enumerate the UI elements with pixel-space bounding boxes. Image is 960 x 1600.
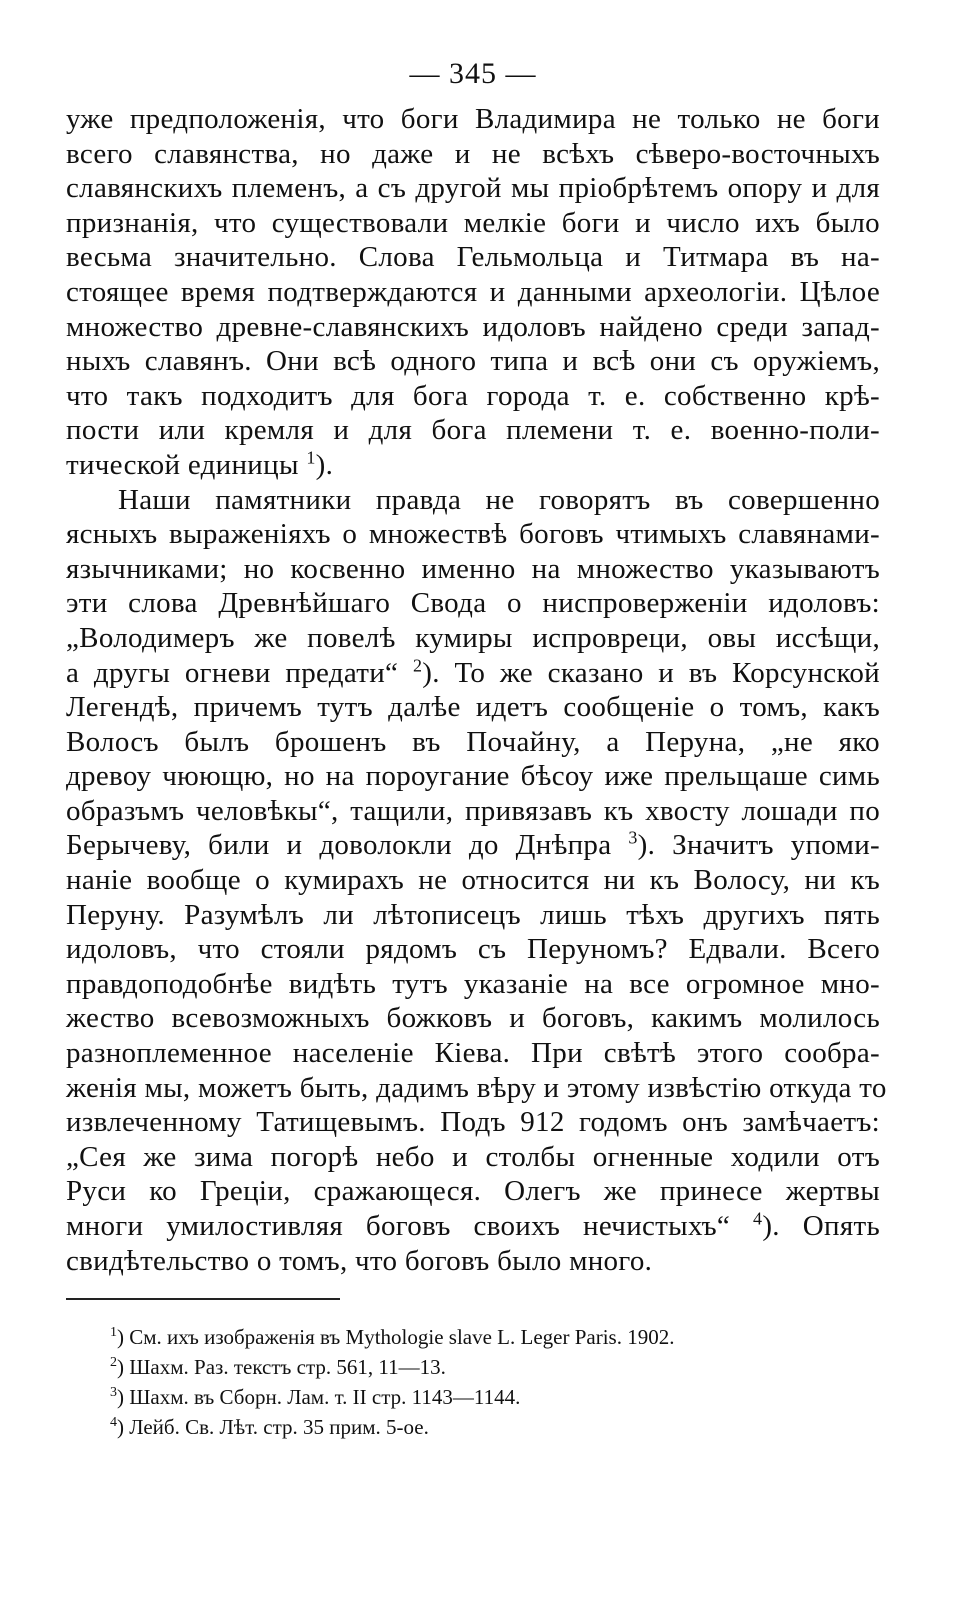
text-fragment: Берычеву, били и доволокли до Днѣпра <box>66 829 612 862</box>
text-line: идоловъ, что стояли рядомъ съ Перуномъ? Едвали. Всего <box>66 933 880 966</box>
text-line: Волосъ былъ брошенъ въ Почайну, а Перуна, „не яко <box>66 725 880 758</box>
footnote-number: 3 <box>110 1385 117 1400</box>
text-line: уже предположенія, что боги Владимира не только не боги <box>66 103 880 135</box>
text-line: разноплеменное населеніе Кіева. При свѣтѣ этого сообра- <box>66 1037 880 1070</box>
text-line-with-footnote <box>66 656 880 691</box>
text-line-with-footnote <box>66 1209 880 1244</box>
footnote-marker: 4 <box>753 1208 763 1229</box>
text-line: жество всевозможныхъ божковъ и боговъ, какимъ молилось <box>66 1002 880 1035</box>
page-number: — 345 — <box>409 57 537 90</box>
text-fragment: ). Опять <box>762 1210 880 1242</box>
text-line: свидѣтельство о томъ, что боговъ было много. <box>66 1244 653 1277</box>
text-line: древоу чюющю, но на пороугание бѣсоу иже прельщаше симь <box>66 760 880 793</box>
text-fragment: ). <box>315 448 334 481</box>
text-line: пости или кремля и для бога племени т. е. военно-поли- <box>66 414 880 447</box>
text-line: язычниками; но косвенно именно на множество указываютъ <box>66 552 880 585</box>
text-line: Легендѣ, причемъ тутъ далѣе идетъ сообщеніе о томъ, какъ <box>66 691 880 724</box>
text-line: извлеченному Татищевымъ. Подъ 912 годомъ онъ замѣчаетъ: <box>66 1106 880 1139</box>
text-line: Перуну. Разумѣлъ ли лѣтописецъ лишь тѣхъ другихъ пять <box>66 898 880 931</box>
text-line: всего славянства, но даже и не всѣхъ сѣверо-восточныхъ <box>66 137 880 170</box>
text-fragment: а другы огневи предати“ <box>66 656 399 689</box>
paragraph-1 <box>66 102 880 483</box>
footnote-marker: 3 <box>628 827 638 848</box>
text-fragment: ). То же сказано и въ Корсунской <box>422 656 880 689</box>
footnote <box>110 1382 880 1412</box>
text-line: славянскихъ племенъ, а съ другой мы пріобрѣтемъ опору и для <box>66 172 880 205</box>
text-line: Руси ко Греціи, сражающеся. Олегъ же принесе жертвы <box>66 1175 880 1208</box>
footnote-text: ) Лейб. Св. Лѣт. стр. 35 прим. 5-ое. <box>117 1415 429 1439</box>
page-body <box>66 52 887 1278</box>
text-line: что такъ подходитъ для бога города т. е. собственно крѣ- <box>66 379 880 412</box>
text-line: признанія, что существовали мелкіе боги и число ихъ было <box>66 206 880 239</box>
footnotes <box>110 1322 880 1442</box>
footnote-marker: 1 <box>306 447 316 468</box>
paragraph-2 <box>66 483 887 1279</box>
footnote-number: 1 <box>110 1325 117 1340</box>
text-line: множество древне-славянскихъ идоловъ найдено среди запад- <box>66 310 880 343</box>
text-line: Наши памятники правда не говорятъ въ совершенно <box>118 483 880 516</box>
text-line: стоящее время подтверждаются и данными археологіи. Цѣлое <box>66 275 880 308</box>
footnote-separator <box>66 1298 340 1300</box>
text-line: ныхъ славянъ. Они всѣ одного типа и всѣ они съ оружіемъ, <box>66 345 880 378</box>
text-line: женія мы, можетъ быть, дадимъ вѣру и этому извѣстію откуда то <box>66 1071 887 1104</box>
footnote <box>110 1322 880 1352</box>
text-line: эти слова Древнѣйшаго Свода о ниспроверженіи идоловъ: <box>66 587 880 620</box>
footnote-text: ) Шахм. Раз. текстъ стр. 561, 11—13. <box>117 1355 446 1379</box>
text-line: „Сея же зима погорѣ небо и столбы огненные ходили отъ <box>66 1140 880 1173</box>
text-line-with-footnote <box>66 448 880 483</box>
text-line: весьма значительно. Слова Гельмольца и Титмара въ на- <box>66 241 880 274</box>
footnote-text: ) Шахм. въ Сборн. Лам. т. II стр. 1143—1144. <box>117 1385 521 1409</box>
text-line: наніе вообще о кумирахъ не относится ни къ Волосу, ни къ <box>66 864 880 897</box>
footnote <box>110 1412 880 1442</box>
text-line: „Володимеръ же повелѣ кумиры испровреци, овы иссѣщи, <box>66 621 880 654</box>
footnote-marker: 2 <box>412 654 423 675</box>
footnote-number: 4 <box>110 1415 117 1430</box>
text-fragment: тической единицы <box>66 448 299 481</box>
text-line: правдоподобнѣе видѣть тутъ указаніе на все огромное мно- <box>66 967 880 1000</box>
footnote <box>110 1352 880 1382</box>
text-fragment: многи умилостивляя боговъ своихъ нечистыхъ“ <box>66 1210 731 1242</box>
text-fragment: ). Значитъ упоми- <box>637 829 880 862</box>
text-line-with-footnote <box>66 828 880 863</box>
text-line: образъмъ человѣкы“, тащили, привязавъ къ хвосту лошади по <box>66 794 880 827</box>
text-line: ясныхъ выраженіяхъ о множествѣ боговъ чтимыхъ славянами- <box>66 518 880 551</box>
footnote-text: ) См. ихъ изображенія въ Mythologie slave L. Leger Paris. 1902. <box>117 1325 675 1349</box>
footnote-number: 2 <box>110 1355 117 1370</box>
